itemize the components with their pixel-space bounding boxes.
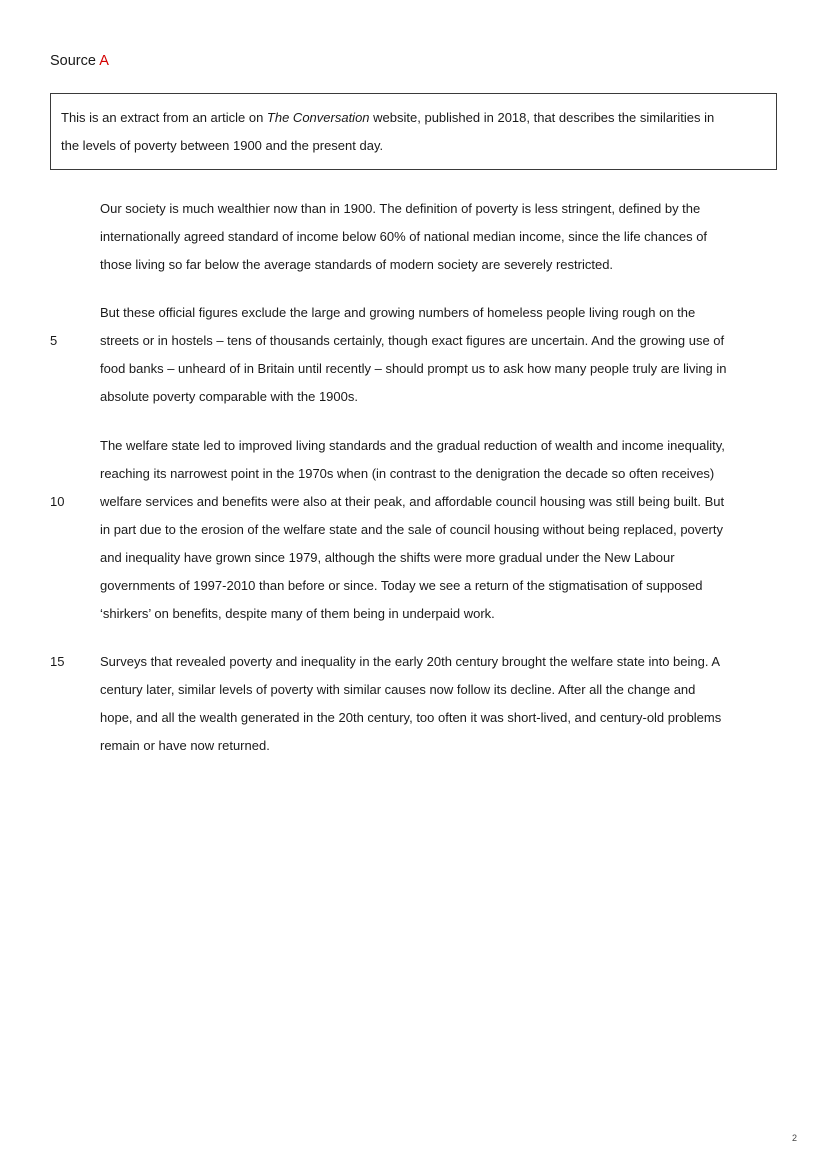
intro-text-post: website, published in 2018, that describes the similarities in xyxy=(369,110,715,125)
intro-text-pre: This is an extract from an article on xyxy=(61,110,267,125)
source-heading xyxy=(50,51,109,71)
line-number-5: 5 xyxy=(50,333,58,348)
line-number-15: 15 xyxy=(50,654,65,669)
publication-title: The Conversation xyxy=(266,110,370,125)
paragraph-line: internationally agreed standard of income below 60% of national median income, since the life chances of xyxy=(100,229,708,244)
paragraph-line: Surveys that revealed poverty and inequality in the early 20th century brought the welfare state into being. A xyxy=(100,654,721,669)
paragraph-line: remain or have now returned. xyxy=(100,738,270,753)
paragraph-line: hope, and all the wealth generated in the 20th century, too often it was short-lived, and century-old problems xyxy=(100,710,722,725)
paragraph-line: welfare services and benefits were also at their peak, and affordable council housing was still being built. But xyxy=(100,494,725,509)
paragraph-line: reaching its narrowest point in the 1970s when (in contrast to the denigration the decade so often receives) xyxy=(100,466,715,481)
intro-line-1 xyxy=(61,104,766,132)
paragraph-1 xyxy=(100,195,782,279)
paragraph-3 xyxy=(100,432,782,628)
intro-box xyxy=(50,93,777,170)
intro-line-2: the levels of poverty between 1900 and the present day. xyxy=(61,138,384,153)
paragraph-line: Our society is much wealthier now than in 1900. The definition of poverty is less stringent, defined by the xyxy=(100,201,701,216)
paragraph-line: The welfare state led to improved living standards and the gradual reduction of wealth and income inequality, xyxy=(100,438,725,453)
paragraph-4 xyxy=(100,648,782,760)
paragraph-line: But these official figures exclude the large and growing numbers of homeless people living rough on the xyxy=(100,305,696,320)
paragraph-2 xyxy=(100,299,782,411)
source-label: Source xyxy=(50,53,96,69)
paragraph-line: absolute poverty comparable with the 1900s. xyxy=(100,389,358,404)
page-number: 2 xyxy=(792,1133,798,1143)
paragraph-line: century later, similar levels of poverty with similar causes now follow its decline. After all the change and xyxy=(100,682,696,697)
paragraph-line: ‘shirkers’ on benefits, despite many of them being in underpaid work. xyxy=(100,606,495,621)
paragraph-line: streets or in hostels – tens of thousands certainly, though exact figures are uncertain. And the growing use of xyxy=(100,333,725,348)
source-letter: A xyxy=(99,53,109,69)
paragraph-line: those living so far below the average standards of modern society are severely restricted. xyxy=(100,257,614,272)
line-number-10: 10 xyxy=(50,494,65,509)
paragraph-line: and inequality have grown since 1979, although the shifts were more gradual under the New Labour xyxy=(100,550,675,565)
paragraph-line: in part due to the erosion of the welfare state and the sale of council housing without being replaced, poverty xyxy=(100,522,723,537)
paragraph-line: governments of 1997-2010 than before or since. Today we see a return of the stigmatisation of supposed xyxy=(100,578,703,593)
paragraph-line: food banks – unheard of in Britain until recently – should prompt us to ask how many people truly are living in xyxy=(100,361,727,376)
